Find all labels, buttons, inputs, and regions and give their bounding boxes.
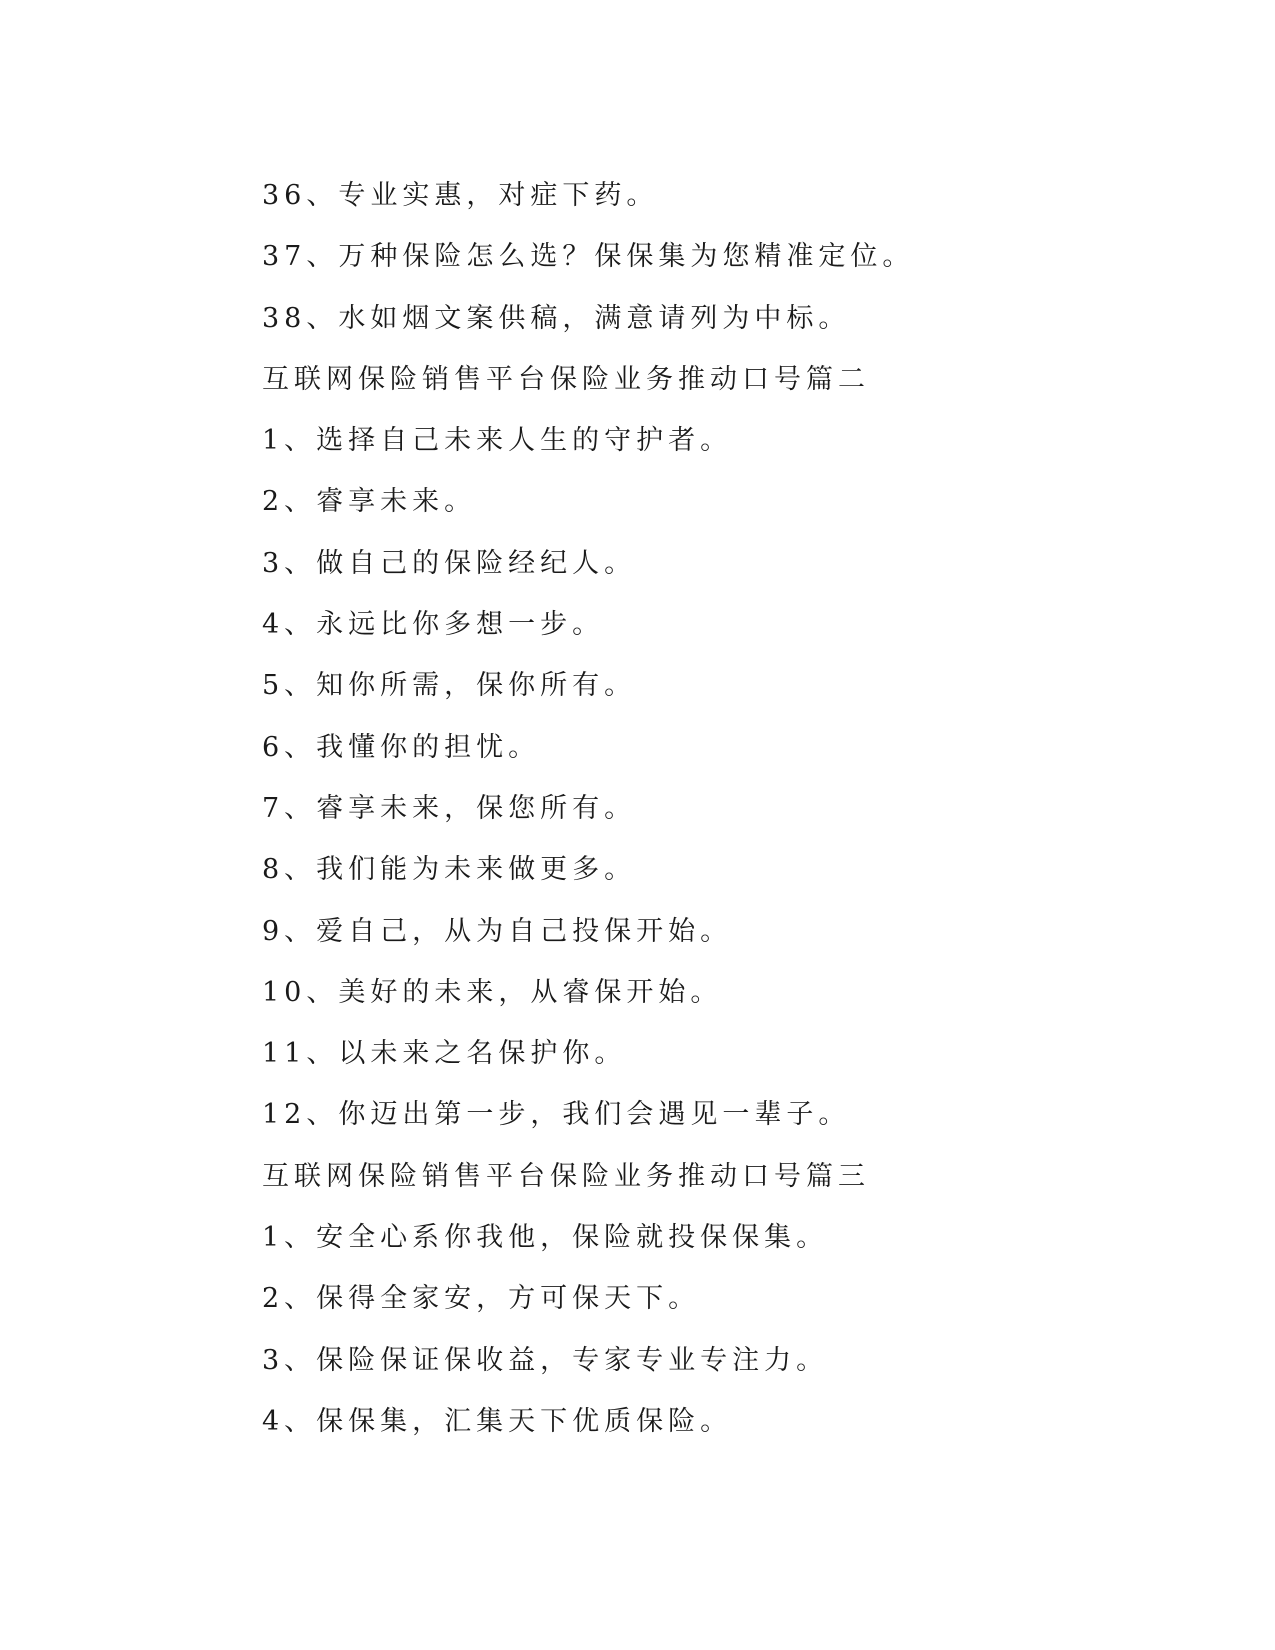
list-item: 10、美好的未来，从睿保开始。 (262, 976, 723, 1008)
list-item: 2、睿享未来。 (262, 486, 477, 518)
section-heading: 互联网保险销售平台保险业务推动口号篇二 (262, 363, 870, 395)
list-item: 3、保险保证保收益，专家专业专注力。 (262, 1344, 829, 1376)
list-item: 1、选择自己未来人生的守护者。 (262, 425, 733, 457)
list-item: 1、安全心系你我他，保险就投保保集。 (262, 1222, 829, 1254)
list-item: 8、我们能为未来做更多。 (262, 854, 637, 886)
list-item: 12、你迈出第一步，我们会遇见一辈子。 (262, 1099, 851, 1131)
list-item: 3、做自己的保险经纪人。 (262, 547, 637, 579)
list-item: 37、万种保险怎么选？保保集为您精准定位。 (262, 241, 915, 273)
list-item: 6、我懂你的担忧。 (262, 731, 541, 763)
list-item: 4、永远比你多想一步。 (262, 609, 605, 641)
list-item: 2、保得全家安，方可保天下。 (262, 1283, 701, 1315)
list-item: 36、专业实惠，对症下药。 (262, 180, 659, 211)
list-item: 5、知你所需，保你所有。 (262, 670, 637, 702)
list-item: 38、水如烟文案供稿，满意请列为中标。 (262, 302, 851, 334)
list-item: 11、以未来之名保护你。 (262, 1038, 627, 1070)
list-item: 7、睿享未来，保您所有。 (262, 792, 637, 824)
document-body (262, 165, 1142, 1452)
section-heading: 互联网保险销售平台保险业务推动口号篇三 (262, 1160, 870, 1192)
list-item: 9、爱自己，从为自己投保开始。 (262, 915, 733, 947)
list-item: 4、保保集，汇集天下优质保险。 (262, 1405, 733, 1437)
